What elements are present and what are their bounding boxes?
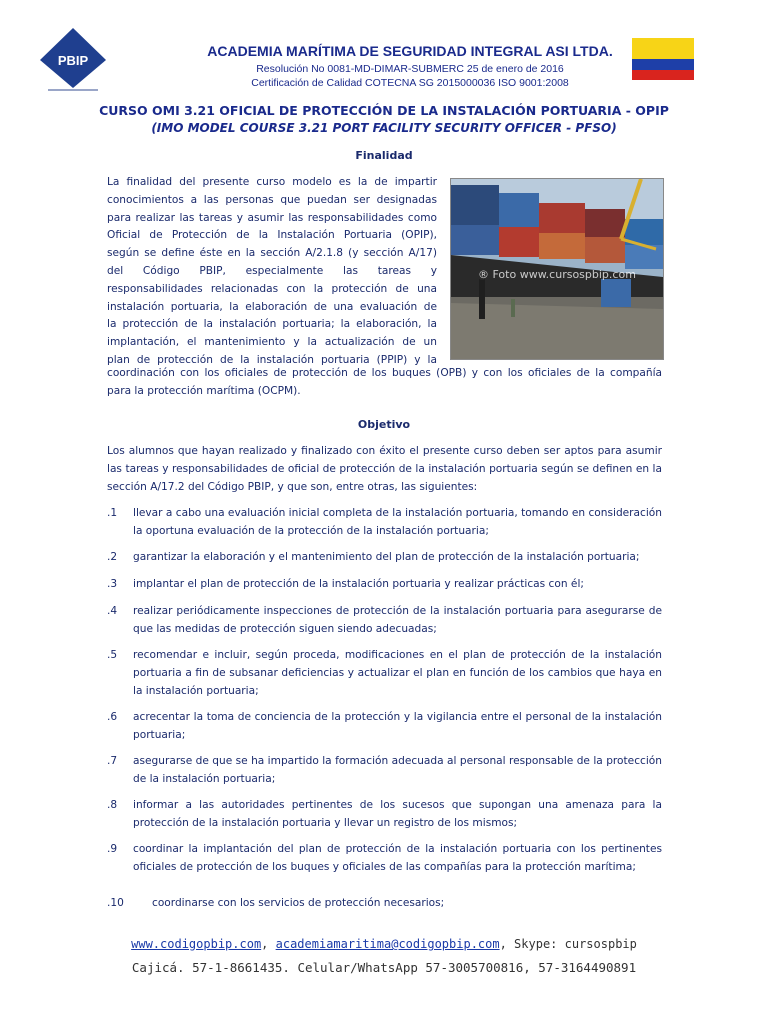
course-title: CURSO OMI 3.21 OFICIAL DE PROTECCIÓN DE LA INSTALACIÓN PORTUARIA - OPIP [99, 103, 669, 118]
paragraph-line: implantación, el mantenimiento y la actualización de un [107, 336, 437, 349]
skype-text: , Skype: cursospbip [499, 937, 637, 951]
paragraph-line: del Código PBIP, especialmente las tareas y [107, 264, 437, 277]
course-subtitle: (IMO MODEL COURSE 3.21 PORT FACILITY SECURITY OFFICER - PFSO) [151, 121, 617, 135]
footer-contact: Cajicá. 57-1-8661435. Celular/WhatsApp 57-3005700816, 57-3164490891 [131, 960, 637, 975]
paragraph-line: plan de protección de la instalación portuaria (PPIP) y la [107, 353, 437, 366]
paragraph-line: para la protección marítima (OCPM). [107, 384, 301, 397]
list-item: .10 coordinarse con los servicios de protección necesarios; [107, 897, 445, 909]
paragraph-line: instalación portuaria, la elaboración de una evaluación de [107, 300, 437, 313]
paragraph-line: coordinación con los oficiales de protección de los buques (OPB) y con los oficiales de la compañía [107, 367, 662, 379]
footer-links [0, 937, 768, 951]
finalidad-heading: Finalidad [355, 149, 413, 162]
list-item: .9 coordinar la implantación del plan de protección de la instalación portuaria con los pertinentes oficiales de protección de los buques y oficiales de las compañías para la protección marítima; [107, 843, 662, 873]
colombia-flag-icon [632, 38, 694, 80]
list-item: .1 llevar a cabo una evaluación inicial completa de la instalación portuaria, tomando en consideración la oportuna evaluación de la protección de la instalación portuaria; [107, 507, 662, 537]
finalidad-paragraph [107, 174, 437, 370]
list-item: .7 asegurarse de que se ha impartido la formación adecuada al personal responsable de la protección de la instalación portuaria; [107, 755, 662, 785]
paragraph-line: para realizar las tareas y asumir las responsabilidades como [107, 211, 437, 224]
photo-watermark: ® Foto www.cursospbip.com [478, 268, 636, 281]
paragraph-line: La finalidad del presente curso modelo es la de impartir [107, 176, 437, 188]
list-item: .5 recomendar e incluir, según proceda, modificaciones en el plan de protección de la instalación portuaria a fin de subsanar deficiencias y actualizar el plan en función de los cambios que haya en la instalación portuaria; [107, 649, 662, 697]
organization-name: ACADEMIA MARÍTIMA DE SEGURIDAD INTEGRAL ASI LTDA. [207, 43, 613, 59]
paragraph-line: Oficial de Protección de la Instalación Portuaria (OPIP), [107, 229, 437, 242]
list-item: .4 realizar periódicamente inspecciones de protección de la instalación portuaria para asegurarse de que las medidas de protección siguen siendo adecuadas; [107, 605, 662, 635]
logo-text: PBIP [57, 53, 89, 68]
pbip-logo [38, 26, 108, 94]
list-item: .6 acrecentar la toma de conciencia de la protección y la vigilancia entre el personal de la instalación portuaria; [107, 711, 662, 741]
finalidad-paragraph-continued [107, 365, 662, 401]
paragraph-line: la protección de la instalación portuaria; la elaboración, la [107, 318, 437, 331]
email-link[interactable]: academiamaritima@codigopbip.com [275, 937, 500, 951]
objetivo-intro: Los alumnos que hayan realizado y finalizado con éxito el presente curso deben ser aptos para asumir las tareas y responsabilidades de oficial de protección de la instalación portuaria según se definen en la sección A/17.2 del Código PBIP, y que son, entre otras, las siguientes: [107, 445, 662, 493]
paragraph-line: conocimientos a las personas que puedan ser designadas [107, 193, 437, 206]
objetivo-heading: Objetivo [357, 418, 411, 431]
footer-separator: , [261, 937, 276, 951]
website-link[interactable]: www.codigopbip.com [131, 937, 262, 951]
list-item: .8 informar a las autoridades pertinentes de los sucesos que supongan una amenaza para la protección de la instalación portuaria y llevar un registro de los mismos; [107, 799, 662, 829]
resolution-line: Resolución No 0081-MD-DIMAR-SUBMERC 25 de enero de 2016 [256, 63, 564, 75]
certification-line: Certificación de Calidad COTECNA SG 2015000036 ISO 9001:2008 [251, 77, 569, 89]
list-item: .2 garantizar la elaboración y el mantenimiento del plan de protección de la instalación portuaria; [107, 551, 640, 563]
paragraph-line: responsabilidades relacionadas con la protección de una [107, 282, 437, 295]
document-header [0, 0, 768, 100]
paragraph-line: según se define éste en la sección A/2.1.8 (y sección A/17) [107, 247, 437, 260]
list-item: .3 implantar el plan de protección de la instalación portuaria y realizar prácticas con él; [107, 578, 584, 590]
